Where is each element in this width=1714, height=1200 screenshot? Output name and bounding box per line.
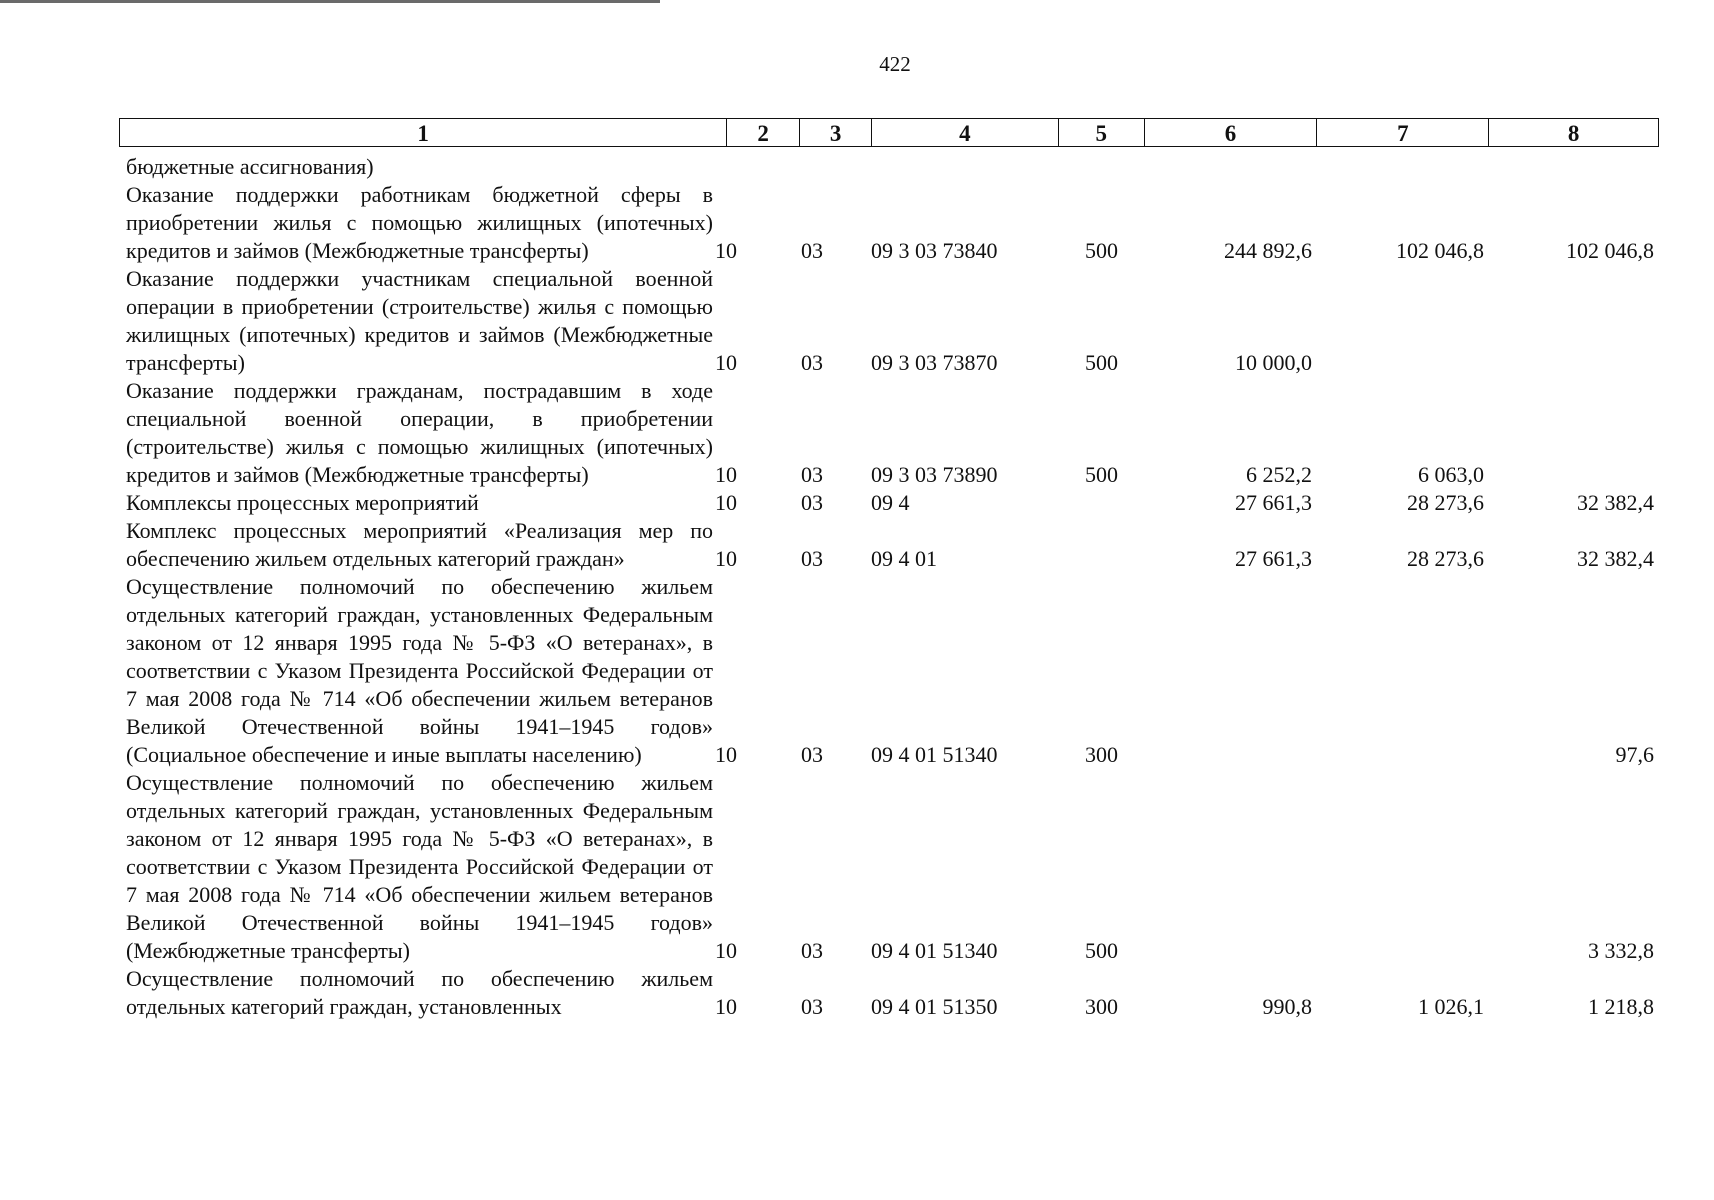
row-section: 10 [715,350,737,375]
table-row [126,153,1656,181]
header-col-3: 3 [800,119,872,146]
row-amount-col7: 28 273,6 [1407,546,1484,571]
header-col-2: 2 [727,119,800,146]
row-section: 10 [715,742,737,767]
row-description: Комплексы процессных мероприятий [126,490,479,515]
row-target-code: 09 4 01 51340 [871,742,998,767]
header-col-8: 8 [1567,121,1580,146]
row-amount-col8: 32 382,4 [1577,490,1654,515]
row-subsection: 03 [801,238,823,263]
header-col-1: 1 [120,119,727,146]
row-target-code: 09 4 01 [871,546,937,571]
row-amount-col6: 27 661,3 [1235,546,1312,571]
row-amount-col8: 97,6 [1615,742,1654,767]
row-section: 10 [715,546,737,571]
row-description: бюджетные ассигнования) [126,154,374,179]
table-row [126,573,1656,769]
row-amount-col6: 990,8 [1262,994,1312,1019]
row-description: Осуществление полномочий по обеспечению жильем отдельных категорий граждан, установленных Федеральным законом от 12 января 1995 года № 5-ФЗ «О ветеранах», в соответствии с Указом Президента Российской Федерации от 7 мая 2008 года № 714 «Об обеспечении жильем ветеранов Великой Отечественной войны 1941–1945 годов» (Социальное обеспечение и иные выплаты населению) [126,574,713,767]
row-subsection: 03 [801,938,823,963]
row-description: Осуществление полномочий по обеспечению жильем отдельных категорий граждан, установленных Федеральным законом от 12 января 1995 года № 5-ФЗ «О ветеранах», в соответствии с Указом Президента Российской Федерации от 7 мая 2008 года № 714 «Об обеспечении жильем ветеранов Великой Отечественной войны 1941–1945 годов» (Межбюджетные трансферты) [126,770,713,963]
table-row [126,265,1656,377]
row-section: 10 [715,462,737,487]
row-amount-col8: 1 218,8 [1588,994,1654,1019]
row-target-code: 09 4 01 51340 [871,938,998,963]
row-expense-type: 500 [1085,462,1118,487]
row-subsection: 03 [801,350,823,375]
row-subsection: 03 [801,546,823,571]
row-target-code: 09 4 01 51350 [871,994,998,1019]
row-target-code: 09 4 [871,490,910,515]
row-description: Осуществление полномочий по обеспечению жильем отдельных категорий граждан, установленных [126,966,713,1019]
row-target-code: 09 3 03 73890 [871,462,998,487]
header-col-7: 7 [1317,119,1489,146]
row-section: 10 [715,238,737,263]
row-amount-col6: 6 252,2 [1246,462,1312,487]
row-amount-col7: 1 026,1 [1418,994,1484,1019]
table-body [126,153,1656,1021]
scan-edge-line [0,0,660,3]
row-amount-col8: 102 046,8 [1566,238,1654,263]
row-amount-col6: 10 000,0 [1235,350,1312,375]
header-col-6: 6 [1145,119,1318,146]
row-section: 10 [715,994,737,1019]
row-target-code: 09 3 03 73870 [871,350,998,375]
table-row [126,769,1656,965]
row-amount-col8: 3 332,8 [1588,938,1654,963]
row-expense-type: 500 [1085,938,1118,963]
table-header [119,118,1659,147]
row-amount-col6: 27 661,3 [1235,490,1312,515]
row-description: Комплекс процессных мероприятий «Реализация мер по обеспечению жильем отдельных категорий граждан» [126,518,713,571]
row-subsection: 03 [801,994,823,1019]
row-expense-type: 300 [1085,742,1118,767]
row-amount-col6: 244 892,6 [1224,238,1312,263]
row-description: Оказание поддержки работникам бюджетной сферы в приобретении жилья с помощью жилищных (ипотечных) кредитов и займов (Межбюджетные трансферты) [126,182,713,263]
row-amount-col7: 102 046,8 [1396,238,1484,263]
table-row [126,489,1656,517]
page-number: 422 [879,52,911,76]
table-row [126,377,1656,489]
row-description: Оказание поддержки гражданам, пострадавшим в ходе специальной военной операции, в приобретении (строительстве) жилья с помощью жилищных (ипотечных) кредитов и займов (Межбюджетные трансферты) [126,378,713,487]
table-row [126,965,1656,1021]
row-description: Оказание поддержки участникам специальной военной операции в приобретении (строительстве) жилья с помощью жилищных (ипотечных) кредитов и займов (Межбюджетные трансферты) [126,266,713,375]
row-section: 10 [715,938,737,963]
table-row [126,517,1656,573]
row-expense-type: 500 [1085,238,1118,263]
table-row [126,181,1656,265]
header-col-4: 4 [872,119,1059,146]
row-subsection: 03 [801,462,823,487]
row-amount-col7: 6 063,0 [1418,462,1484,487]
header-col-5: 5 [1059,119,1145,146]
row-subsection: 03 [801,490,823,515]
row-amount-col8: 32 382,4 [1577,546,1654,571]
row-target-code: 09 3 03 73840 [871,238,998,263]
row-amount-col7: 28 273,6 [1407,490,1484,515]
row-expense-type: 300 [1085,994,1118,1019]
row-section: 10 [715,490,737,515]
row-expense-type: 500 [1085,350,1118,375]
row-subsection: 03 [801,742,823,767]
